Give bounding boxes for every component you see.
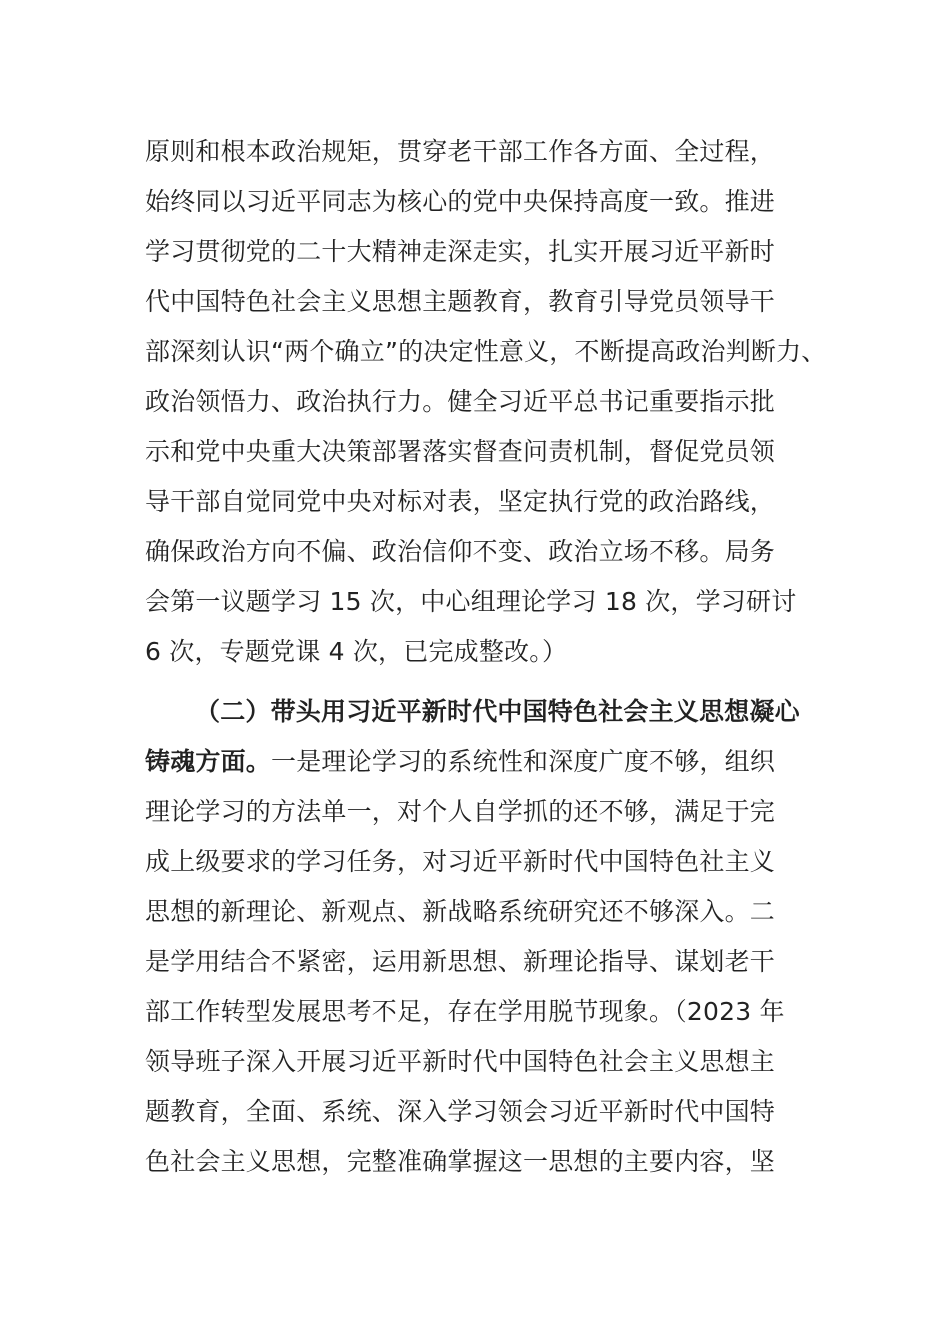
paragraph2-line-6: 部工作转型发展思考不足，存在学用脱节现象。（2023 年 xyxy=(145,997,785,1026)
paragraph1-line-5: 部深刻认识“两个确立”的决定性意义，不断提高政治判断力、 xyxy=(145,337,827,366)
paragraph1-line-2: 始终同以习近平同志为核心的党中央保持高度一致。推进 xyxy=(145,187,776,216)
paragraph2-line-1-text: 一是理论学习的系统性和深度广度不够，组织 xyxy=(271,747,776,776)
paragraph1-line-1: 原则和根本政治规矩，贯穿老干部工作各方面、全过程， xyxy=(145,137,776,166)
paragraph1-line-8: 导干部自觉同党中央对标对表，坚定执行党的政治路线， xyxy=(145,487,776,516)
paragraph1-line-6: 政治领悟力、政治执行力。健全习近平总书记重要指示批 xyxy=(145,387,776,416)
paragraph2-line-2: 理论学习的方法单一，对个人自学抓的还不够，满足于完 xyxy=(145,797,776,826)
paragraph2-line-5: 是学用结合不紧密，运用新思想、新理论指导、谋划老干 xyxy=(145,947,776,976)
paragraph2-line-8: 题教育，全面、系统、深入学习领会习近平新时代中国特 xyxy=(145,1097,776,1126)
paragraph2-line-7: 领导班子深入开展习近平新时代中国特色社会主义思想主 xyxy=(145,1047,776,1076)
paragraph2-line-9: 色社会主义思想，完整准确掌握这一思想的主要内容，坚 xyxy=(145,1147,776,1176)
paragraph1-line-7: 示和党中央重大决策部署落实督查问责机制，督促党员领 xyxy=(145,437,776,466)
paragraph1-line-10: 会第一议题学习 15 次，中心组理论学习 18 次，学习研讨 xyxy=(145,587,797,616)
paragraph1-line-3: 学习贯彻党的二十大精神走深走实，扎实开展习近平新时 xyxy=(145,237,776,266)
paragraph2-line-3: 成上级要求的学习任务，对习近平新时代中国特色社主义 xyxy=(145,847,776,876)
paragraph1-line-4: 代中国特色社会主义思想主题教育，教育引导党员领导干 xyxy=(145,287,776,316)
paragraph2-line-4: 思想的新理论、新观点、新战略系统研究还不够深入。二 xyxy=(145,897,776,926)
section-heading-line-1: （二）带头用习近平新时代中国特色社会主义思想凝心 xyxy=(195,697,800,726)
paragraph1-line-9: 确保政治方向不偏、政治信仰不变、政治立场不移。局务 xyxy=(145,537,776,566)
section-heading-tail: 铸魂方面。 xyxy=(145,747,272,776)
paragraph1-line-11: 6 次，专题党课 4 次，已完成整改。） xyxy=(145,637,568,666)
paragraph2-line-1 xyxy=(145,742,825,782)
